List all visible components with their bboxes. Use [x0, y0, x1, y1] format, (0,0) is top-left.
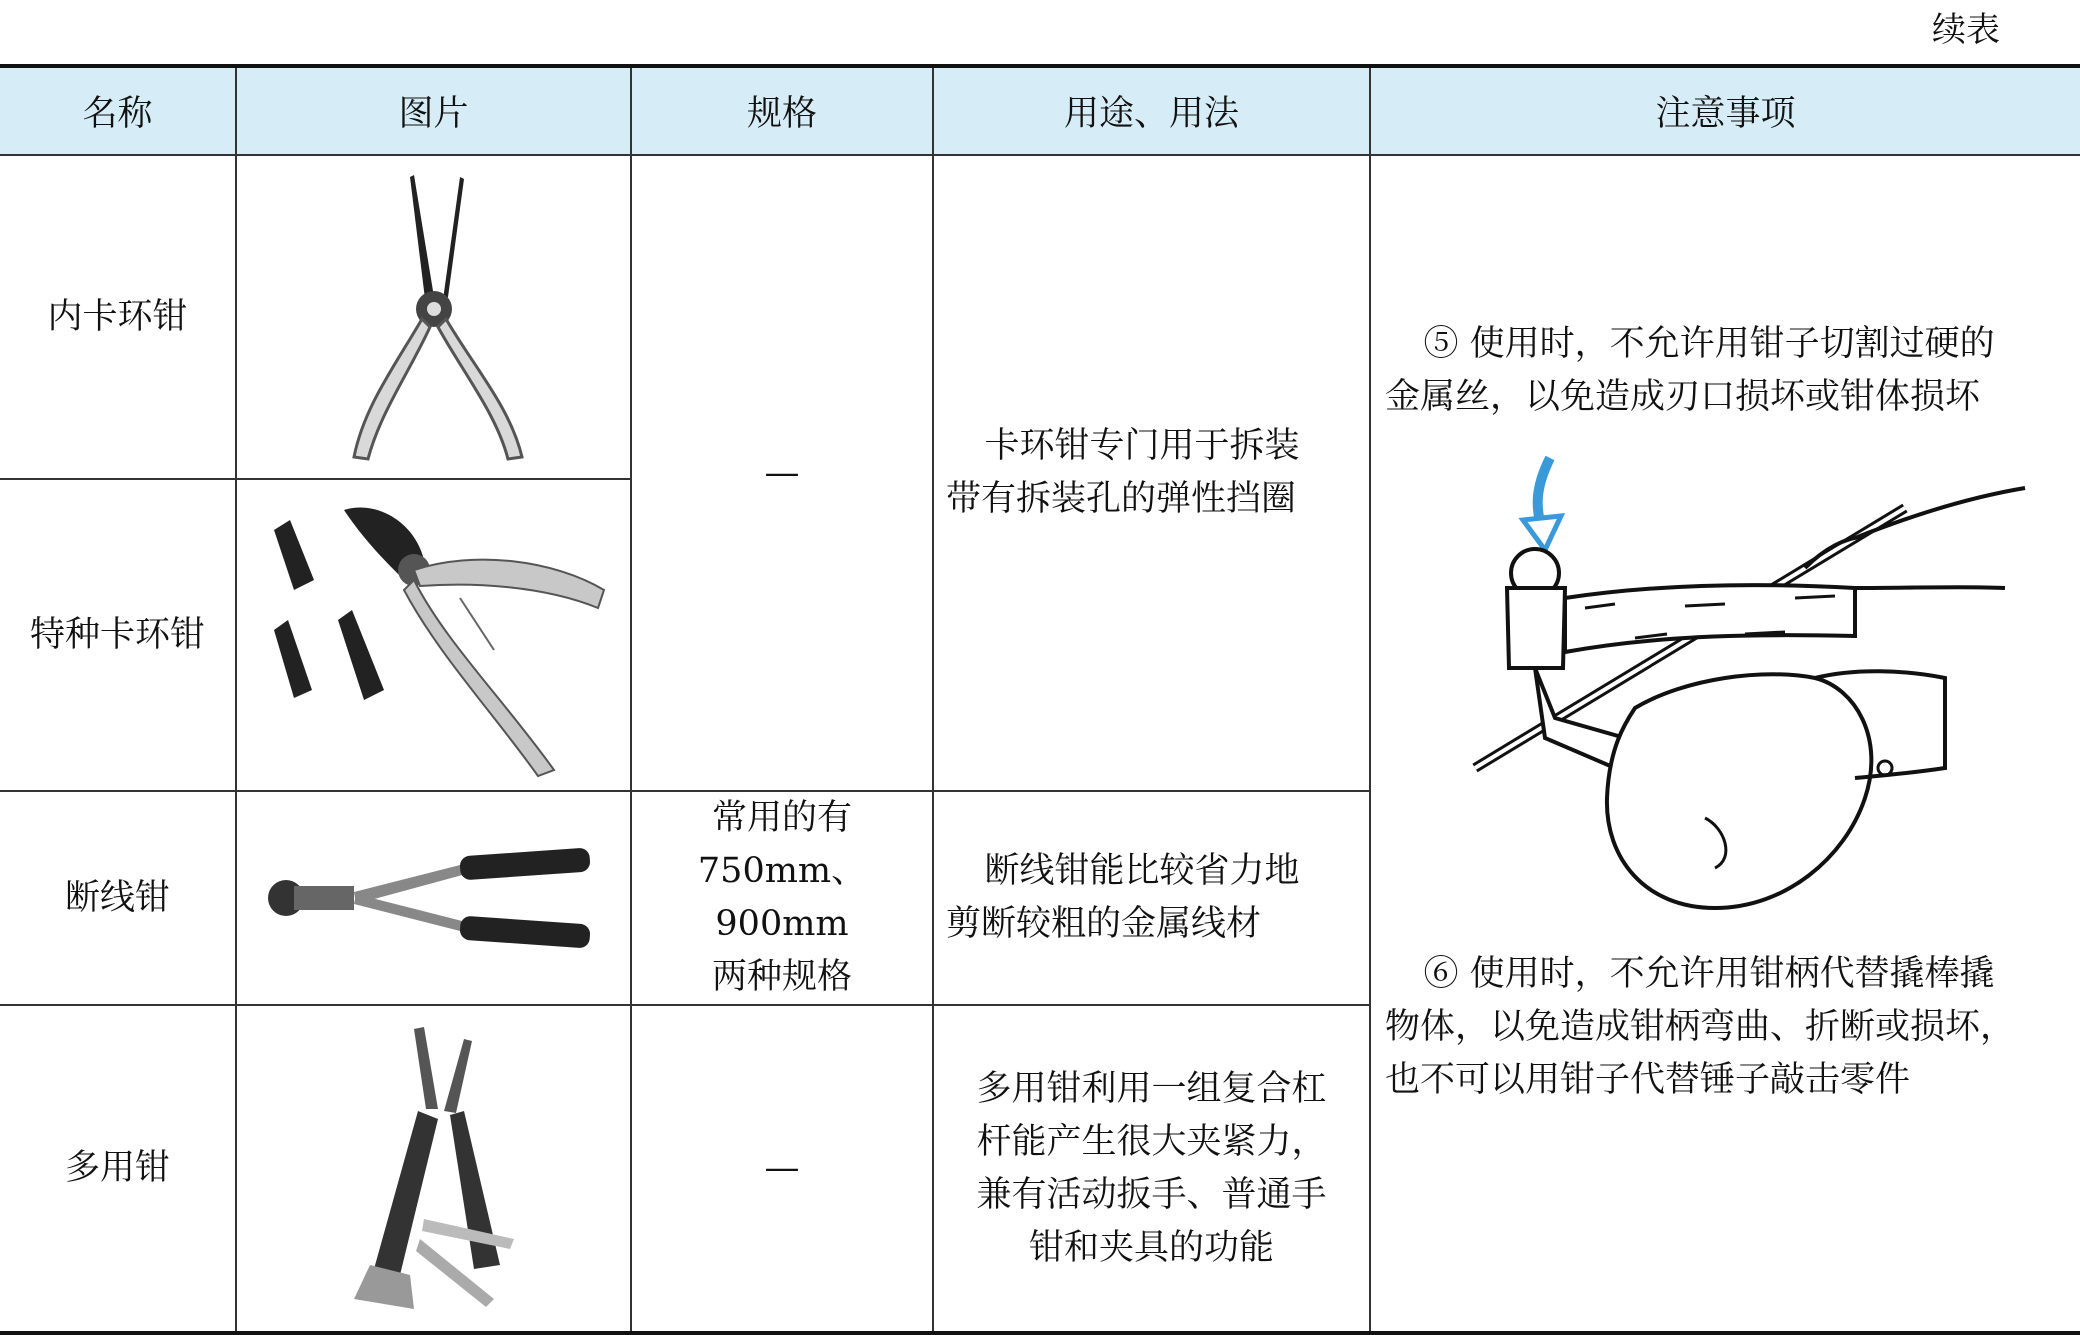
header-usage: 用途、用法: [933, 66, 1370, 155]
multi-tool-usage-line: 杆能产生很大夹紧力，: [976, 1121, 1327, 1162]
bolt-cutter-icon: [264, 838, 604, 958]
row-name-cell: [0, 155, 236, 479]
row-picture-cell: [236, 155, 631, 479]
note-6-line: ⑥ 使用时，不允许用钳柄代替撬棒撬: [1423, 954, 1995, 994]
row-name: 断线钳: [64, 877, 170, 918]
multi-tool-spec-cell: [631, 1005, 933, 1333]
pliers-table: [0, 64, 2080, 1335]
multi-tool-spec: —: [764, 1148, 800, 1188]
snap-ring-usage-line: 卡环钳专门用于拆装: [984, 426, 1300, 466]
special-snap-ring-pliers-set-icon: [254, 490, 614, 780]
bolt-cutter-spec-cell: [631, 791, 933, 1005]
row-picture-cell: [236, 479, 631, 791]
notes-cell: [1370, 155, 2080, 1333]
bolt-cutter-spec-line: 两种规格: [711, 957, 852, 997]
row-picture-cell: [236, 1005, 631, 1333]
down-arrow-icon: [1523, 458, 1561, 550]
header-notes: 注意事项: [1370, 66, 2080, 155]
row-name-cell: [0, 479, 236, 791]
row-name-cell: [0, 1005, 236, 1333]
table-row: [0, 155, 2080, 479]
bolt-cutter-spec-line: 750mm、900mm: [697, 851, 867, 944]
hammering-with-pliers-illustration: [1385, 438, 2065, 948]
snap-ring-usage-cell: [933, 155, 1370, 791]
header-row: [0, 66, 2080, 155]
row-name: 多用钳: [64, 1148, 170, 1188]
multi-tool-usage-cell: [933, 1005, 1370, 1333]
snap-ring-spec: —: [764, 452, 800, 493]
note-6-line: 也不可以用钳子代替锤子敲击零件: [1385, 1060, 1911, 1100]
multi-tool-usage-line: 兼有活动扳手、普通手: [976, 1174, 1327, 1215]
row-name: 内卡环钳: [47, 296, 188, 337]
note-5-line: ⑤ 使用时，不允许用钳子切割过硬的: [1423, 324, 1995, 364]
row-picture-cell: [236, 791, 631, 1005]
multi-tool-usage-line: 多用钳利用一组复合杠: [976, 1068, 1327, 1109]
snap-ring-spec-cell: [631, 155, 933, 791]
bolt-cutter-usage-line: 剪断较粗的金属线材: [946, 904, 1262, 944]
multi-tool-usage-line: 钳和夹具的功能: [1028, 1227, 1274, 1268]
table-caption: 续表: [1932, 10, 2000, 50]
bolt-cutter-usage-line: 断线钳能比较省力地: [984, 851, 1300, 891]
row-name-cell: [0, 791, 236, 1005]
multi-tool-pliers-icon: [314, 1019, 554, 1319]
internal-snap-ring-pliers-icon: [314, 167, 554, 467]
header-name: 名称: [0, 66, 236, 155]
header-picture: 图片: [236, 66, 631, 155]
bolt-cutter-spec-line: 常用的有: [711, 798, 852, 838]
note-6-line: 物体，以免造成钳柄弯曲、折断或损坏，: [1385, 1007, 2016, 1047]
header-spec: 规格: [631, 66, 933, 155]
bolt-cutter-usage-cell: [933, 791, 1370, 1005]
row-name: 特种卡环钳: [29, 614, 205, 655]
note-5-line: 金属丝，以免造成刃口损坏或钳体损坏: [1385, 377, 1981, 417]
snap-ring-usage-line: 带有拆装孔的弹性挡圈: [946, 479, 1297, 519]
